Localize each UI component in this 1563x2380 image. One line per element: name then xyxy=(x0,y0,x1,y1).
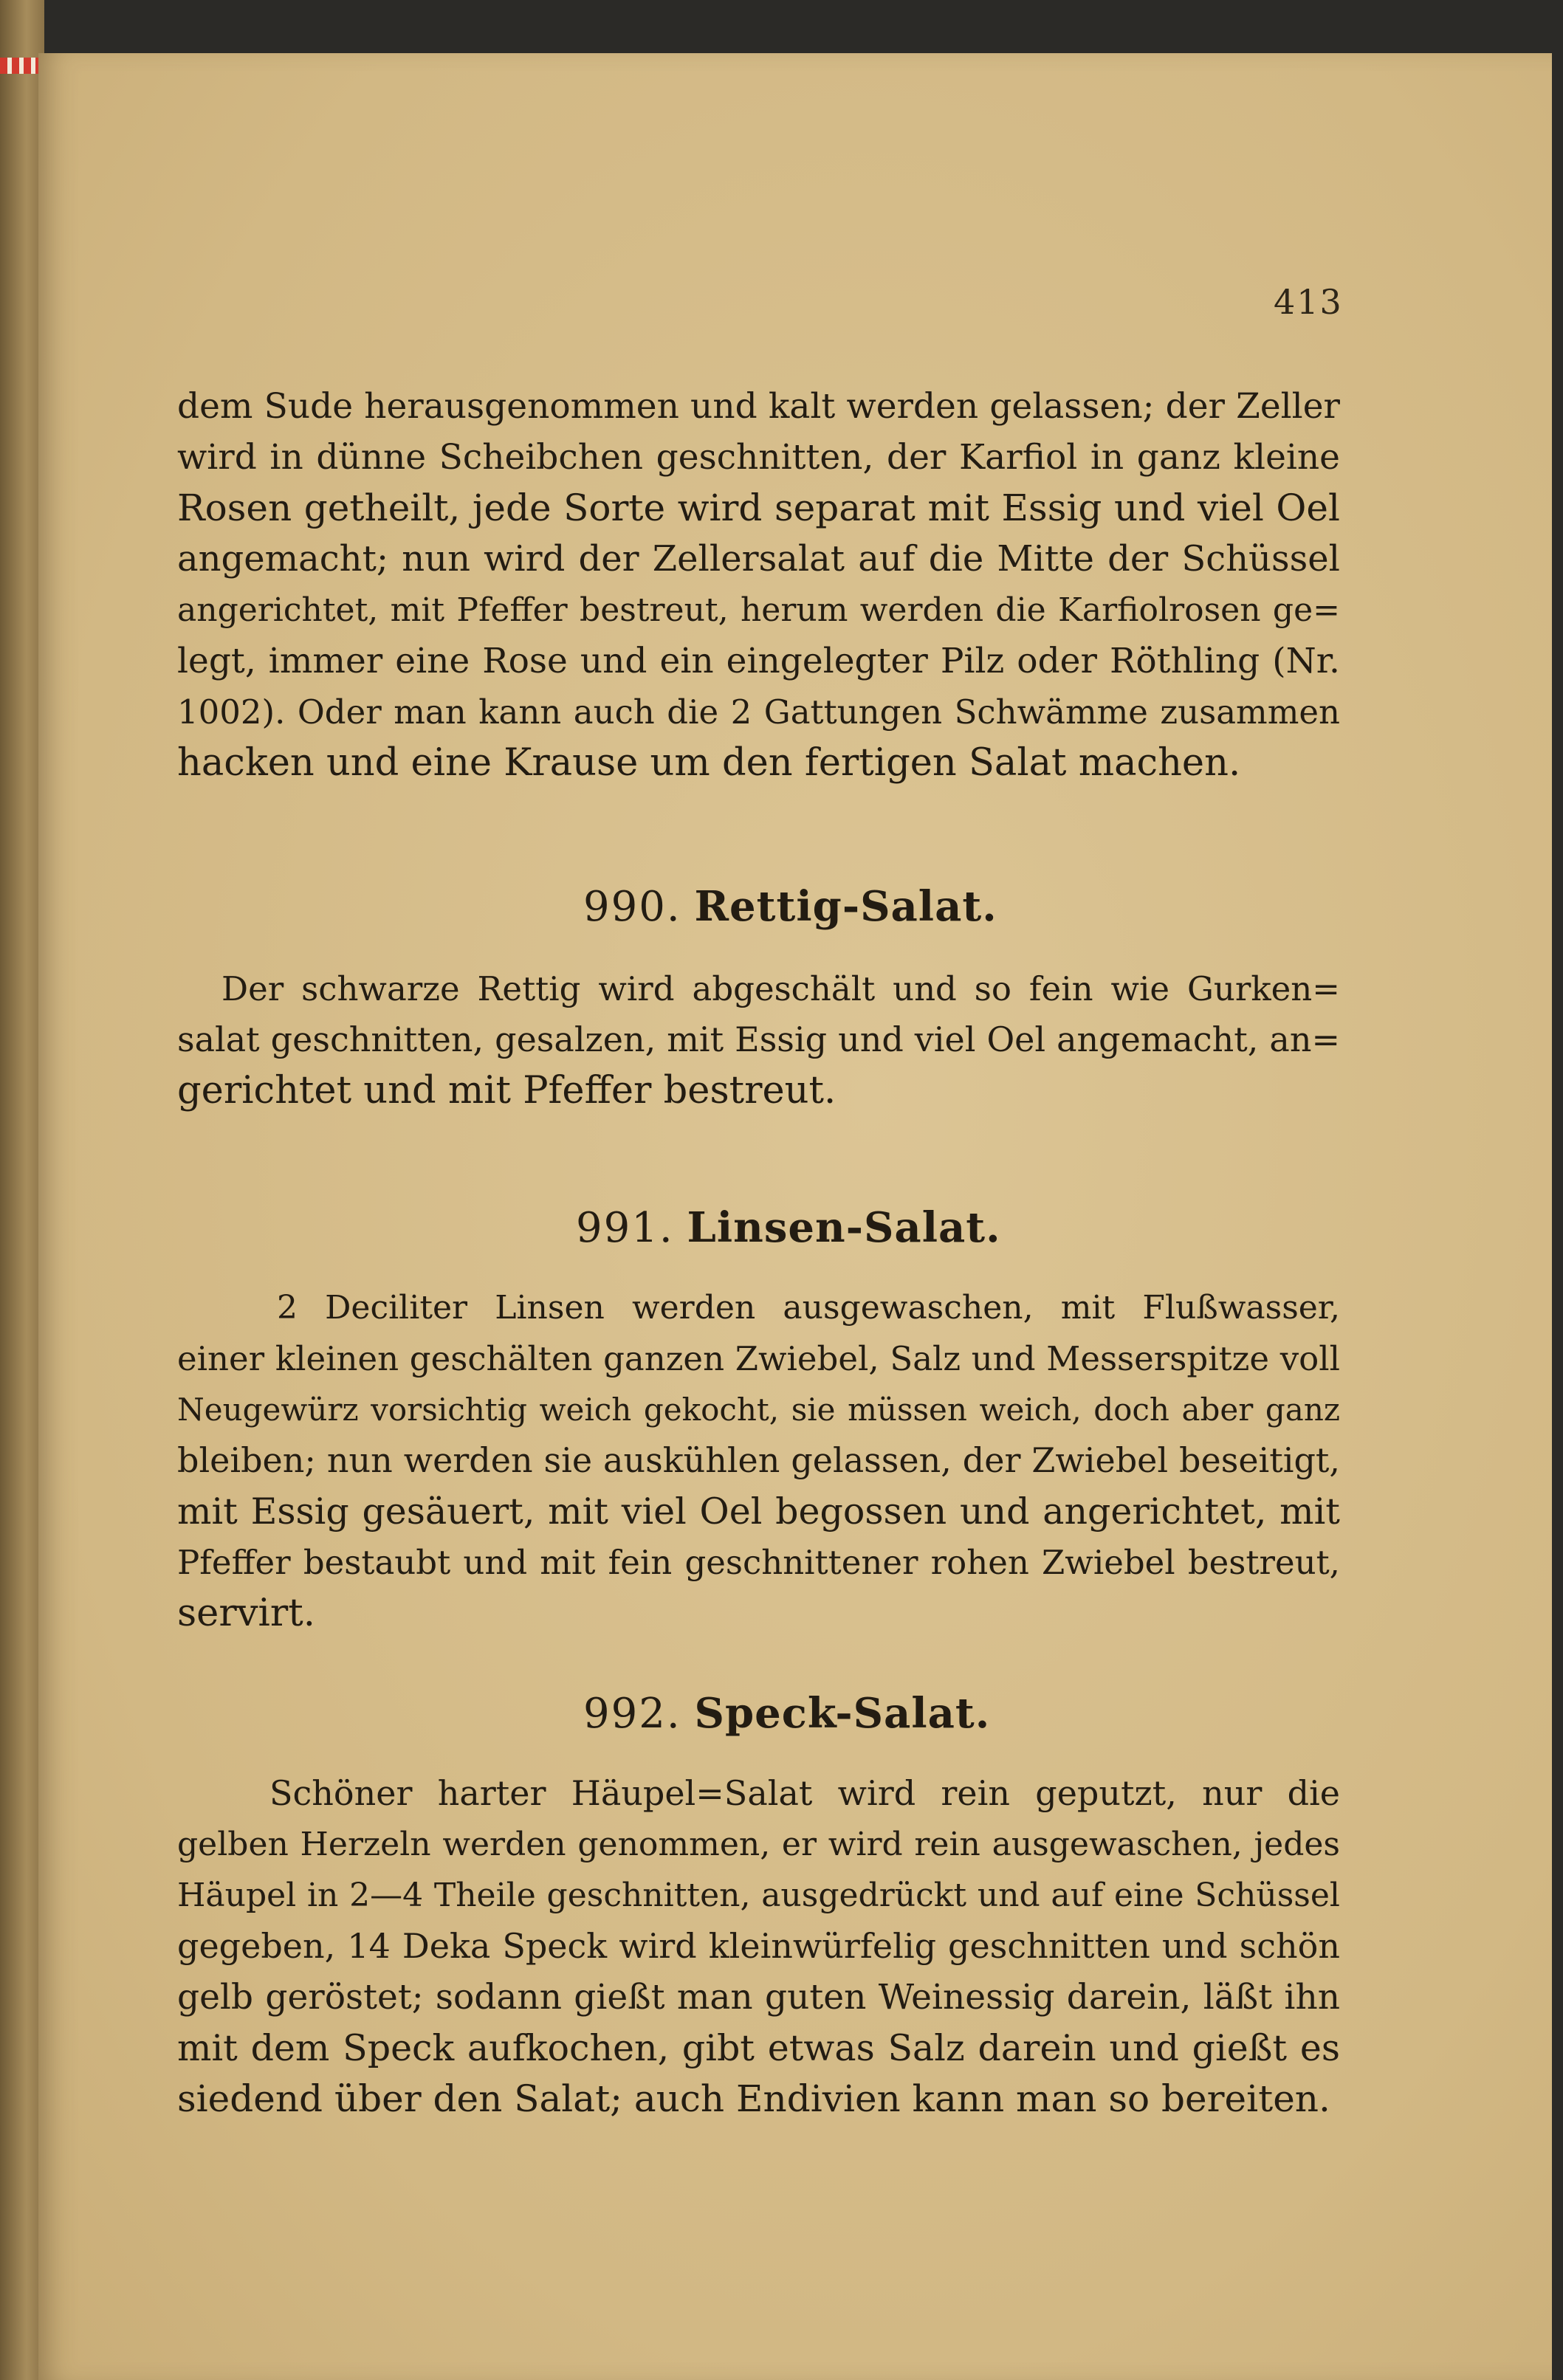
recipe-heading-991 xyxy=(576,1203,1001,1252)
text-line: gerichtet und mit Pfeffer bestreut. xyxy=(177,1069,837,1112)
text-line: siedend über den Salat; auch Endivien kann man so bereiten. xyxy=(177,2077,1330,2120)
text-line: angerichtet, mit Pfeffer bestreut, herum werden die Karfiolrosen ge= xyxy=(177,591,1340,629)
recipe-body-990 xyxy=(177,963,1340,1116)
recipe-title: Linsen-Salat. xyxy=(687,1203,1001,1252)
recipe-title: Speck-Salat. xyxy=(694,1689,991,1738)
text-line: mit dem Speck aufkochen, gibt etwas Salz darein und gießt es xyxy=(177,2027,1340,2069)
recipe-number: 990. xyxy=(583,883,681,931)
text-line: einer kleinen geschälten ganzen Zwiebel, Salz und Messerspitze voll xyxy=(177,1339,1340,1378)
text-line: gelb geröstet; sodann gießt man guten Weinessig darein, läßt ihn xyxy=(177,1977,1340,2018)
text-line: gelben Herzeln werden genommen, er wird rein ausgewaschen, jedes xyxy=(177,1826,1340,1863)
text-line: mit Essig gesäuert, mit viel Oel begossen und angerichtet, mit xyxy=(177,1490,1340,1533)
text-line: Häupel in 2—4 Theile geschnitten, ausgedrückt und auf eine Schüssel xyxy=(177,1877,1340,1914)
text-line: salat geschnitten, gesalzen, mit Essig und viel Oel angemacht, an= xyxy=(177,1019,1340,1059)
text-line: legt, immer eine Rose und ein eingelegter Pilz oder Röthling (Nr. xyxy=(177,641,1340,681)
text-line: 2 Deciliter Linsen werden ausgewaschen, mit Flußwasser, xyxy=(277,1289,1340,1327)
recipe-body-991 xyxy=(177,1282,1340,1639)
recipe-heading-990 xyxy=(583,882,997,931)
text-line: Der schwarze Rettig wird abgeschält und so fein wie Gurken= xyxy=(221,969,1340,1008)
text-line: Pfeffer bestaubt und mit fein geschnittener rohen Zwiebel bestreut, xyxy=(177,1543,1340,1582)
text-line: Neugewürz vorsichtig weich gekocht, sie müssen weich, doch aber ganz xyxy=(177,1392,1340,1428)
recipe-number: 991. xyxy=(576,1204,674,1252)
text-line: Schöner harter Häupel=Salat wird rein geputzt, nur die xyxy=(269,1773,1340,1813)
recipe-body-992 xyxy=(177,1768,1340,2125)
recipe-heading-992 xyxy=(583,1689,990,1738)
book-spine xyxy=(0,0,44,2380)
text-line: Rosen getheilt, jede Sorte wird separat mit Essig und viel Oel xyxy=(177,486,1340,529)
text-line: servirt. xyxy=(177,1592,315,1635)
page-number: 413 xyxy=(1274,282,1343,322)
text-line: angemacht; nun wird der Zellersalat auf die Mitte der Schüssel xyxy=(177,538,1340,579)
recipe-number: 992. xyxy=(583,1690,681,1738)
recipe-title: Rettig-Salat. xyxy=(694,882,997,931)
text-line: gegeben, 14 Deka Speck wird kleinwürfelig geschnitten und schön xyxy=(177,1926,1340,1966)
text-line: wird in dünne Scheibchen geschnitten, der Karfiol in ganz kleine xyxy=(177,437,1340,478)
text-line: bleiben; nun werden sie auskühlen gelassen, der Zwiebel beseitigt, xyxy=(177,1440,1340,1480)
text-line: 1002). Oder man kann auch die 2 Gattungen Schwämme zusammen xyxy=(177,692,1340,732)
text-line: dem Sude herausgenommen und kalt werden gelassen; der Zeller xyxy=(177,386,1340,427)
text-line: hacken und eine Krause um den fertigen Salat machen. xyxy=(177,741,1241,785)
continuation-paragraph xyxy=(177,381,1340,788)
